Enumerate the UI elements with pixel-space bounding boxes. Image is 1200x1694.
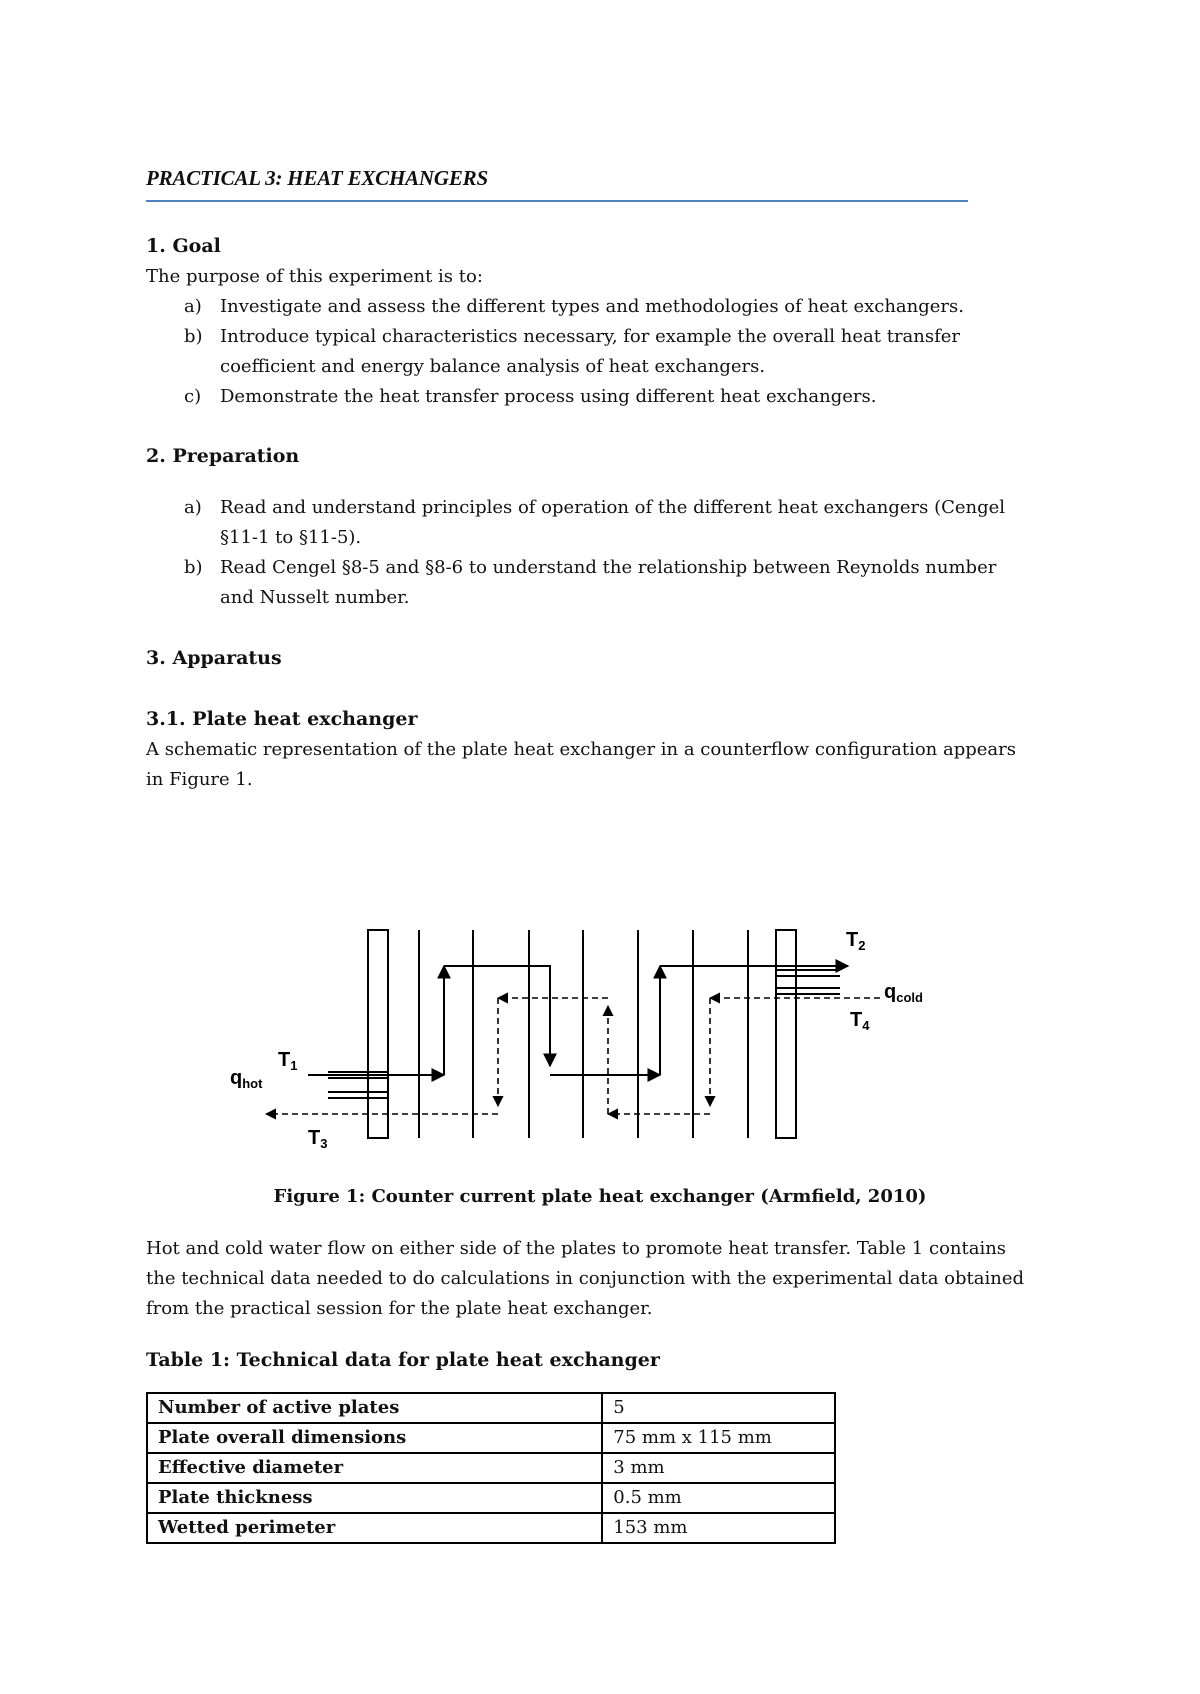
title-underline — [146, 200, 968, 202]
table-row — [147, 1513, 835, 1543]
technical-data-table — [146, 1392, 836, 1544]
apparatus-para-line2: in Figure 1. — [146, 769, 253, 790]
qhot-label: $q_{hot}$ — [230, 1067, 263, 1091]
t4-label: $T_4$ — [850, 1009, 870, 1033]
table-cell-key: Wetted perimeter — [147, 1513, 602, 1543]
table-cell-value: 0.5 mm — [602, 1483, 835, 1513]
prep-item-b-line1: Read Cengel §8-5 and §8-6 to understand the relationship between Reynolds number — [220, 557, 997, 578]
qcold-label: $q_{cold}$ — [884, 981, 923, 1005]
t1-label: $T_1$ — [278, 1049, 298, 1073]
figure-caption: Figure 1: Counter current plate heat exchanger (Armfield, 2010) — [273, 1186, 927, 1207]
table-row — [147, 1483, 835, 1513]
t2-label: $T_2$ — [846, 929, 866, 953]
plate-hx-heading: 3.1. Plate heat exchanger — [146, 708, 418, 730]
table-title: Table 1: Technical data for plate heat exchanger — [146, 1349, 660, 1371]
goal-intro: The purpose of this experiment is to: — [146, 266, 483, 287]
table-cell-key: Number of active plates — [147, 1393, 602, 1423]
goal-item-b-line2: coefficient and energy balance analysis of heat exchangers. — [220, 356, 766, 377]
goal-item-a-marker: a) — [184, 296, 202, 317]
preparation-heading: 2. Preparation — [146, 445, 300, 467]
goal-item-c-marker: c) — [184, 386, 202, 407]
body-para-line1: Hot and cold water flow on either side of the plates to promote heat transfer. Table 1 contains — [146, 1238, 1007, 1259]
table-cell-key: Plate thickness — [147, 1483, 602, 1513]
left-end-plate — [368, 930, 388, 1138]
right-end-plate — [776, 930, 796, 1138]
goal-item-b-line1: Introduce typical characteristics necessary, for example the overall heat transfer — [220, 326, 961, 347]
table-cell-key: Plate overall dimensions — [147, 1423, 602, 1453]
table-row — [147, 1393, 835, 1423]
body-para-line3: from the practical session for the plate heat exchanger. — [146, 1298, 653, 1319]
table-cell-value: 153 mm — [602, 1513, 835, 1543]
goal-item-c: Demonstrate the heat transfer process using different heat exchangers. — [220, 386, 877, 407]
table-cell-key: Effective diameter — [147, 1453, 602, 1483]
goal-heading: 1. Goal — [146, 235, 221, 257]
t3-label: $T_3$ — [308, 1127, 328, 1148]
goal-item-b-marker: b) — [184, 326, 203, 347]
apparatus-para-line1: A schematic representation of the plate heat exchanger in a counterflow configuration appears — [146, 739, 1016, 760]
table-cell-value: 75 mm x 115 mm — [602, 1423, 835, 1453]
table-row — [147, 1423, 835, 1453]
prep-item-a-marker: a) — [184, 497, 202, 518]
prep-item-a-line1: Read and understand principles of operation of the different heat exchangers (Cengel — [220, 497, 1006, 518]
prep-item-b-line2: and Nusselt number. — [220, 587, 410, 608]
table-row — [147, 1453, 835, 1483]
apparatus-heading: 3. Apparatus — [146, 647, 282, 669]
document-title: PRACTICAL 3: HEAT EXCHANGERS — [146, 166, 488, 190]
prep-item-a-line2: §11-1 to §11-5). — [220, 527, 362, 548]
body-para-line2: the technical data needed to do calculations in conjunction with the experimental data obtained — [146, 1268, 1025, 1289]
table-cell-value: 5 — [602, 1393, 835, 1423]
goal-item-a: Investigate and assess the different types and methodologies of heat exchangers. — [220, 296, 964, 317]
prep-item-b-marker: b) — [184, 557, 203, 578]
plate-heat-exchanger-schematic — [230, 918, 950, 1148]
table-cell-value: 3 mm — [602, 1453, 835, 1483]
